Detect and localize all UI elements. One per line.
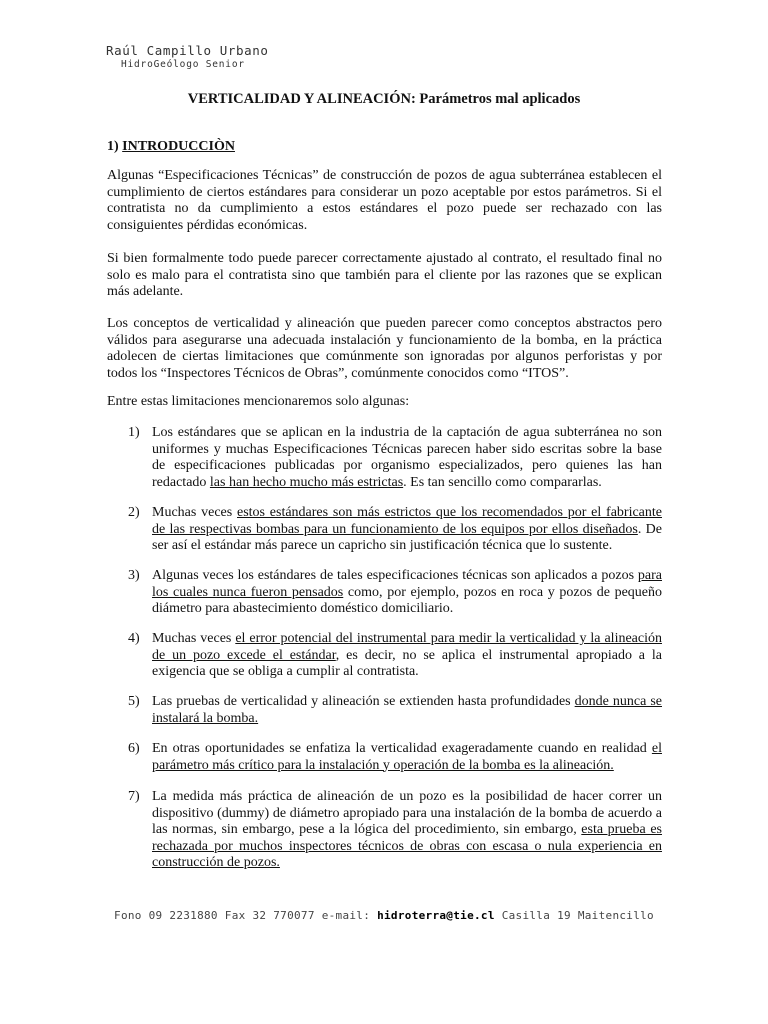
section-title: INTRODUCCIÒN <box>122 139 235 154</box>
document-title: VERTICALIDAD Y ALINEACIÓN: Parámetros mal aplicados <box>187 91 581 107</box>
item-number: 7) <box>128 789 140 804</box>
item-number: 4) <box>128 631 140 646</box>
item-text: Muchas veces estos estándares son más estrictos que los recomendados por el fabricante de las respectivas bombas para un funcionamiento de los equipos por ellos diseñados. De ser así el estándar más parece un capricho sin justificación técnica que lo sustente. <box>152 505 662 553</box>
item-text: Muchas veces el error potencial del instrumental para medir la verticalidad y la alineación de un pozo excede el estándar, es decir, no se aplica el instrumental apropiado a la exigencia que se obliga a cumplir al contratista. <box>152 631 662 679</box>
paragraph: Los conceptos de verticalidad y alineación que pueden parecer como conceptos abstractos pero válidos para asegurarse una adecuada instalación y funcionamiento de la bomba, en la práctica adolecen de ciertas limitaciones que comúnmente son ignoradas por algunos perforistas y por todos los “Inspectores Técnicos de Obras”, comúnmente conocidos como “ITOS”. <box>107 316 662 381</box>
page-footer: Fono 09 2231880 Fax 32 770077 e-mail: hidroterra@tie.cl Casilla 19 Maitencillo <box>114 909 654 922</box>
author-name: Raúl Campillo Urbano <box>106 43 269 58</box>
paragraph: Entre estas limitaciones mencionaremos solo algunas: <box>107 394 410 409</box>
item-text: Las pruebas de verticalidad y alineación se extienden hasta profundidades donde nunca se instalará la bomba. <box>152 694 662 726</box>
item-number: 5) <box>128 694 140 709</box>
paragraph: Si bien formalmente todo puede parecer correctamente ajustado al contrato, el resultado final no solo es malo para el contratista sino que también para el cliente por las razones que se explican más adelante. <box>107 251 662 299</box>
section-heading <box>107 139 235 155</box>
email-link[interactable]: hidroterra@tie.cl <box>377 909 495 922</box>
item-number: 3) <box>128 568 140 583</box>
item-text: La medida más práctica de alineación de un pozo es la posibilidad de hacer correr un dispositivo (dummy) de diámetro apropiado para una instalación de la bomba de acuerdo a las normas, sin embargo, pese a la lógica del procedimiento, sin embargo, esta prueba es rechazada por muchos inspectores técnicos de obras con escasa o nula experiencia en construcción de pozos. <box>152 789 662 870</box>
item-number: 2) <box>128 505 140 520</box>
paragraph: Algunas “Especificaciones Técnicas” de construcción de pozos de agua subterránea establecen el cumplimiento de ciertos estándares para considerar un pozo aceptable por estos parámetros. Si el contratista no da cumplimiento a estos estándares el pozo puede ser rechazado con las consiguientes pérdidas económicas. <box>107 168 662 233</box>
item-text: Algunas veces los estándares de tales especificaciones técnicas son aplicados a pozos para los cuales nunca fueron pensados como, por ejemplo, pozos en roca y pozos de pequeño diámetro para abastecimiento doméstico domiciliario. <box>152 568 663 616</box>
item-number: 6) <box>128 741 140 756</box>
author-role: HidroGeólogo Senior <box>121 59 245 70</box>
item-number: 1) <box>128 425 140 440</box>
item-text: En otras oportunidades se enfatiza la verticalidad exageradamente cuando en realidad el parámetro más crítico para la instalación y operación de la bomba es la alineación. <box>152 741 662 773</box>
item-text: Los estándares que se aplican en la industria de la captación de agua subterránea no son uniformes y muchas Especificaciones Técnicas parecen haber sido escritas sobre la base de especificaciones publicadas por organismo especializados, pero quienes las han redactado las han hecho mucho más estrictas. Es tan sencillo como compararlas. <box>152 425 662 490</box>
section-number: 1) <box>107 139 119 154</box>
